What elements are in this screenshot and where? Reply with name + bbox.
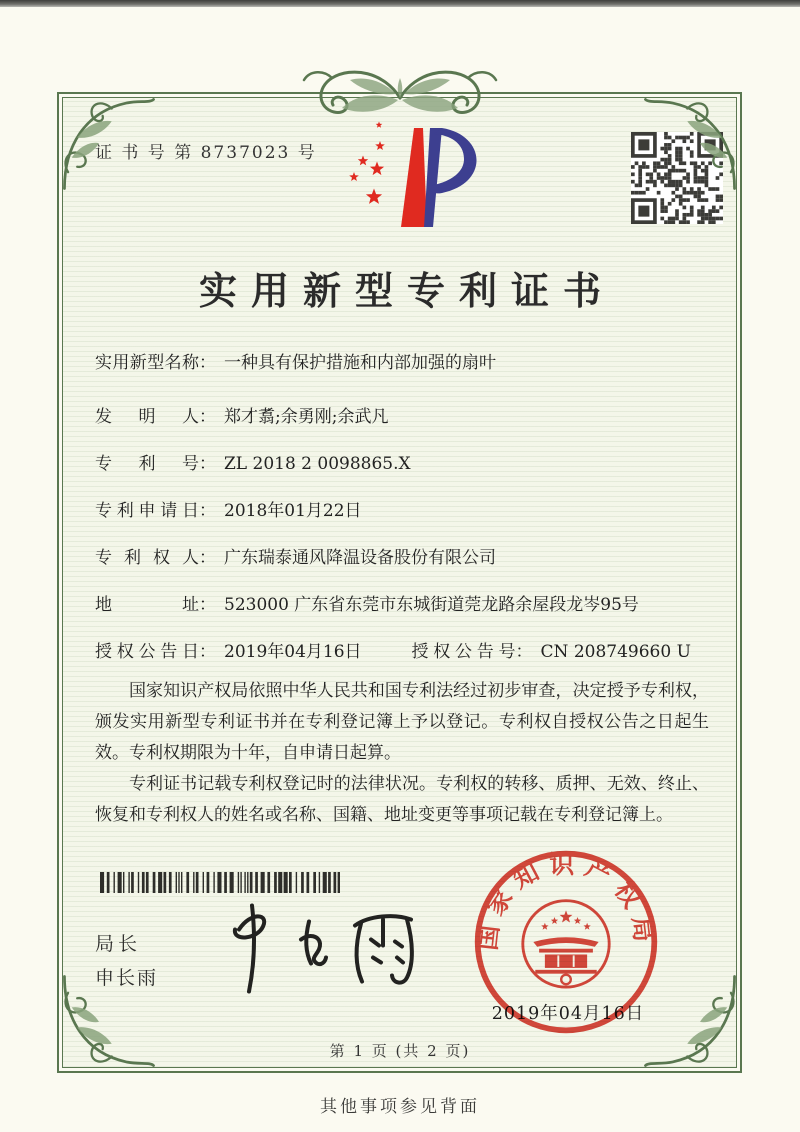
field-colon: ： xyxy=(199,642,216,662)
field-value: 2019年04月16日 xyxy=(224,642,362,662)
certificate-title: 实用新型专利证书 xyxy=(198,268,615,313)
page-number: 第 1 页 (共 2 页) xyxy=(329,1042,471,1060)
grant-number xyxy=(412,639,691,665)
field-value: 广东瑞泰通风降温设备股份有限公司 xyxy=(224,548,496,568)
director-name: 申长雨 xyxy=(95,967,159,989)
scan-edge xyxy=(0,0,800,7)
field-label: 专利申请日 xyxy=(95,501,199,521)
director-title: 局长 xyxy=(95,933,142,955)
field-value: CN 208749660 U xyxy=(540,642,691,662)
field-label: 专利权人 xyxy=(95,548,199,568)
field-row-name xyxy=(95,350,710,376)
official-seal xyxy=(470,846,662,1038)
field-value: 郑才翥;余勇刚;余武凡 xyxy=(224,407,389,427)
field-value: 一种具有保护措施和内部加强的扇叶 xyxy=(224,353,496,373)
field-row-filing-date xyxy=(95,498,710,524)
seal-ring-text: 国家知识产权局 xyxy=(472,849,660,952)
certificate-number: 证 书 号 第 8737023 号 xyxy=(95,143,317,163)
field-label: 授权公告日 xyxy=(95,642,199,662)
field-row-grant xyxy=(95,639,710,665)
field-label: 授权公告号 xyxy=(411,642,516,662)
legal-text xyxy=(95,676,709,831)
legal-paragraph-1: 国家知识产权局依照中华人民共和国专利法经过初步审查，决定授予专利权，颁发实用新型专利证书并在专利登记簿上予以登记。专利权自授权公告之日起生效。专利权期限为十年，自申请日起算。 xyxy=(95,681,709,763)
back-note: 其他事项参见背面 xyxy=(320,1097,480,1117)
field-colon: ： xyxy=(199,353,216,373)
certificate-fields xyxy=(95,350,710,665)
legal-paragraph-2: 专利证书记载专利权登记时的法律状况。专利权的转移、质押、无效、终止、恢复和专利权人的姓名或名称、国籍、地址变更等事项记载在专利登记簿上。 xyxy=(95,774,709,825)
field-value: ZL 2018 2 0098865.X xyxy=(224,454,411,474)
seal-date: 2019年04月16日 xyxy=(491,1004,645,1024)
field-colon: ： xyxy=(199,407,216,427)
field-label: 发明人 xyxy=(95,407,199,427)
field-value: 2018年01月22日 xyxy=(224,501,362,521)
field-value: 523000 广东省东莞市东城街道莞龙路余屋段龙岑95号 xyxy=(224,595,639,615)
field-row-patent-number xyxy=(95,451,710,477)
field-row-address xyxy=(95,592,710,618)
field-row-patentee xyxy=(95,545,710,571)
director-signature xyxy=(205,898,445,996)
field-label: 实用新型名称 xyxy=(95,353,199,373)
cnipa-logo-icon xyxy=(330,114,480,236)
corner-flourish-icon xyxy=(59,94,159,194)
field-colon: ： xyxy=(199,548,216,568)
field-label: 地址 xyxy=(95,595,199,615)
field-colon: ： xyxy=(515,642,533,662)
field-colon: ： xyxy=(199,595,216,615)
field-label: 专利号 xyxy=(95,454,199,474)
field-colon: ： xyxy=(199,501,216,521)
grant-date xyxy=(95,639,362,665)
top-ornament-icon xyxy=(280,58,520,128)
corner-flourish-icon xyxy=(59,971,159,1071)
field-colon: ： xyxy=(199,454,216,474)
barcode xyxy=(100,872,340,893)
field-row-inventor xyxy=(95,404,710,430)
corner-flourish-icon xyxy=(640,94,740,194)
